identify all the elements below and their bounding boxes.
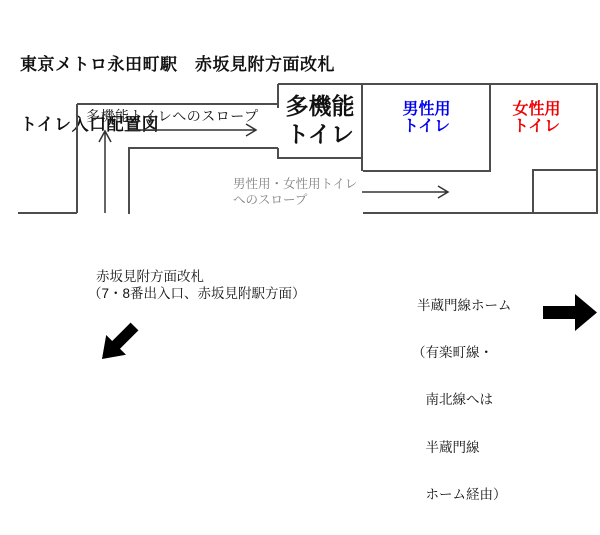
womens-toilet-label [483, 101, 590, 135]
page-title-line2: トイレ入口配置図 [20, 115, 160, 134]
east-arrow-icon [543, 294, 597, 331]
corner-room-wall [533, 170, 597, 213]
mens-toilet-label-line2: トイレ [402, 118, 451, 135]
multi-function-toilet-label-line2: トイレ [286, 121, 354, 147]
platform-label-line3: 南北線へは [412, 392, 493, 408]
multi-room-left-lower-and-bottom-wall [278, 148, 362, 158]
slope-multi-label: 多機能トイレへのスロープ [86, 108, 259, 124]
slope-mens-womens-label-line1: 男性用・女性用トイレ [233, 177, 358, 191]
southwest-arrow-icon [102, 323, 138, 359]
womens-toilet-label-line2: トイレ [512, 118, 561, 135]
platform-label-line5: ホーム経由） [412, 487, 507, 503]
up-arrow-icon [99, 131, 111, 213]
slope-mens-womens-label-line2: へのスロープ [233, 193, 308, 207]
hanzomon-platform-label [412, 266, 512, 535]
platform-label-line4: 半蔵門線 [412, 439, 480, 455]
gate-label-line2: （7・8番出入口、赤坂見附駅方面） [88, 286, 306, 301]
slope-mw-right-arrow-icon [362, 186, 448, 198]
page-title-line1: 東京メトロ永田町駅 赤坂見附方面改札 [20, 55, 335, 74]
slope-mens-womens-label [233, 176, 357, 208]
womens-toilet-label-line1: 女性用 [512, 101, 561, 118]
platform-label-line1: 半蔵門線ホーム [417, 297, 512, 313]
gate-label-line1: 赤坂見附方面改札 [96, 269, 204, 284]
mens-toilet-label-line1: 男性用 [402, 101, 451, 118]
multi-function-toilet-label-line1: 多機能 [285, 93, 355, 119]
mens-toilet-label [363, 101, 490, 135]
multi-function-toilet-label [278, 92, 362, 148]
akasaka-mitsuke-gate-label [88, 268, 306, 302]
platform-label-line2: （有楽町線・ [412, 344, 493, 360]
